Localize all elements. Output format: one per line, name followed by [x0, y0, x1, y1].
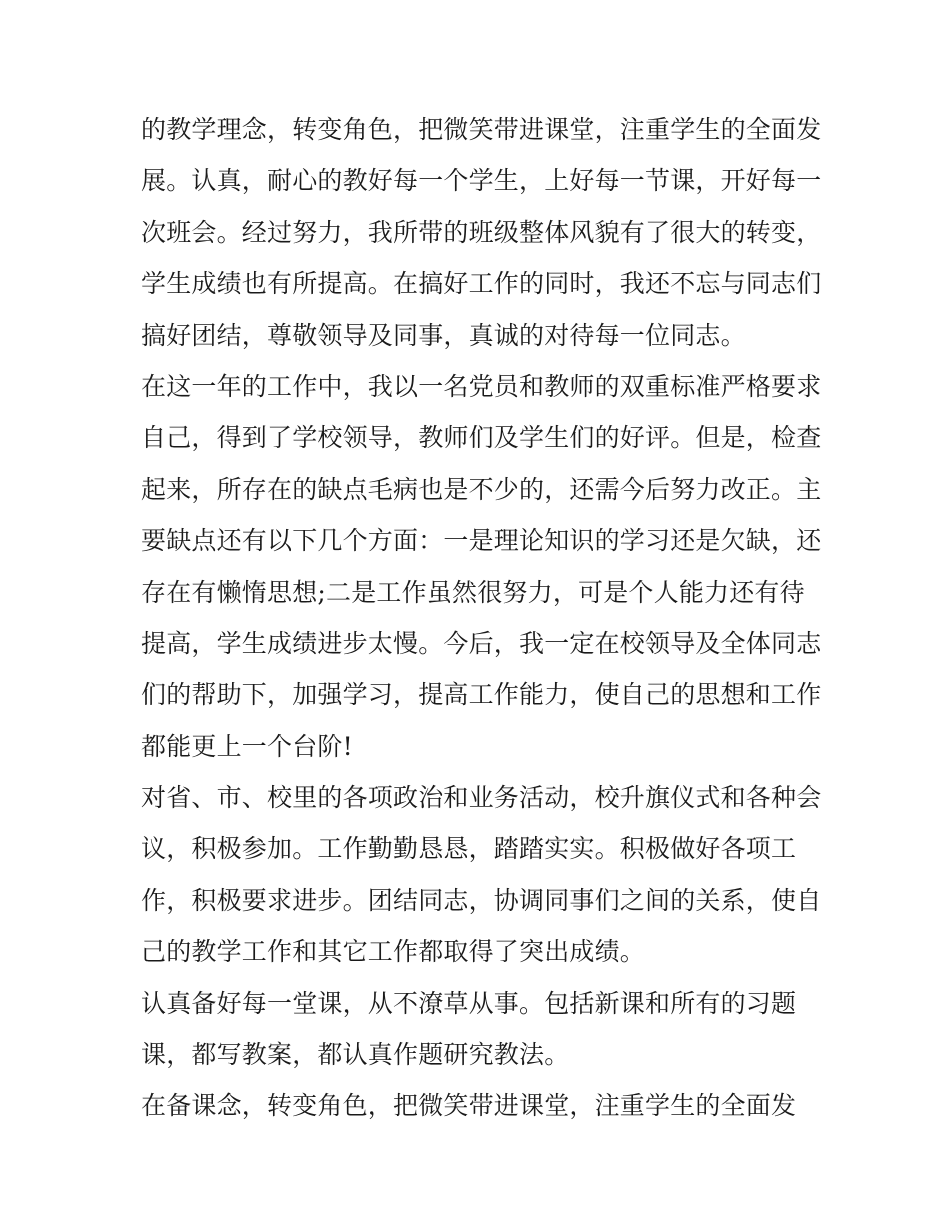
- text-line: 提高，学生成绩进步太慢。今后，我一定在校领导及全体同志: [141, 628, 822, 658]
- text-line: 学生成绩也有所提高。在搞好工作的同时，我还不忘与同志们: [141, 269, 822, 299]
- text-line: 自己，得到了学校领导，教师们及学生们的好评。但是，检查: [141, 423, 822, 453]
- text-line: 认真备好每一堂课，从不潦草从事。包括新课和所有的习题: [141, 988, 797, 1018]
- text-line: 搞好团结，尊敬领导及同事，真诚的对待每一位同志。: [141, 320, 746, 350]
- text-line: 起来，所存在的缺点毛病也是不少的，还需今后努力改正。主: [141, 474, 822, 504]
- text-line: 对省、市、校里的各项政治和业务活动，校升旗仪式和各种会: [141, 783, 822, 813]
- text-line: 存在有懒惰思想;二是工作虽然很努力，可是个人能力还有待: [141, 577, 805, 607]
- text-line: 们的帮助下，加强学习，提高工作能力，使自己的思想和工作: [141, 680, 822, 710]
- text-line: 都能更上一个台阶!: [141, 731, 353, 761]
- text-line: 的教学理念，转变角色，把微笑带进课堂，注重学生的全面发: [141, 115, 822, 144]
- text-line: 次班会。经过努力，我所带的班级整体风貌有了很大的转变，: [141, 217, 822, 247]
- text-line: 在备课念，转变角色，把微笑带进课堂，注重学生的全面发: [141, 1091, 797, 1121]
- text-line: 在这一年的工作中，我以一名党员和教师的双重标准严格要求: [141, 371, 822, 401]
- document-body: [141, 104, 821, 1132]
- text-line: 议，积极参加。工作勤勤恳恳，踏踏实实。积极做好各项工: [141, 834, 797, 864]
- text-line: 课，都写教案，都认真作题研究教法。: [141, 1040, 570, 1070]
- text-line: 作，积极要求进步。团结同志，协调同事们之间的关系，使自: [141, 885, 822, 915]
- text-line: 要缺点还有以下几个方面：一是理论知识的学习还是欠缺，还: [141, 526, 822, 556]
- text-line: 己的教学工作和其它工作都取得了突出成绩。: [141, 937, 646, 967]
- text-line: 展。认真，耐心的教好每一个学生，上好每一节课，开好每一: [141, 166, 822, 196]
